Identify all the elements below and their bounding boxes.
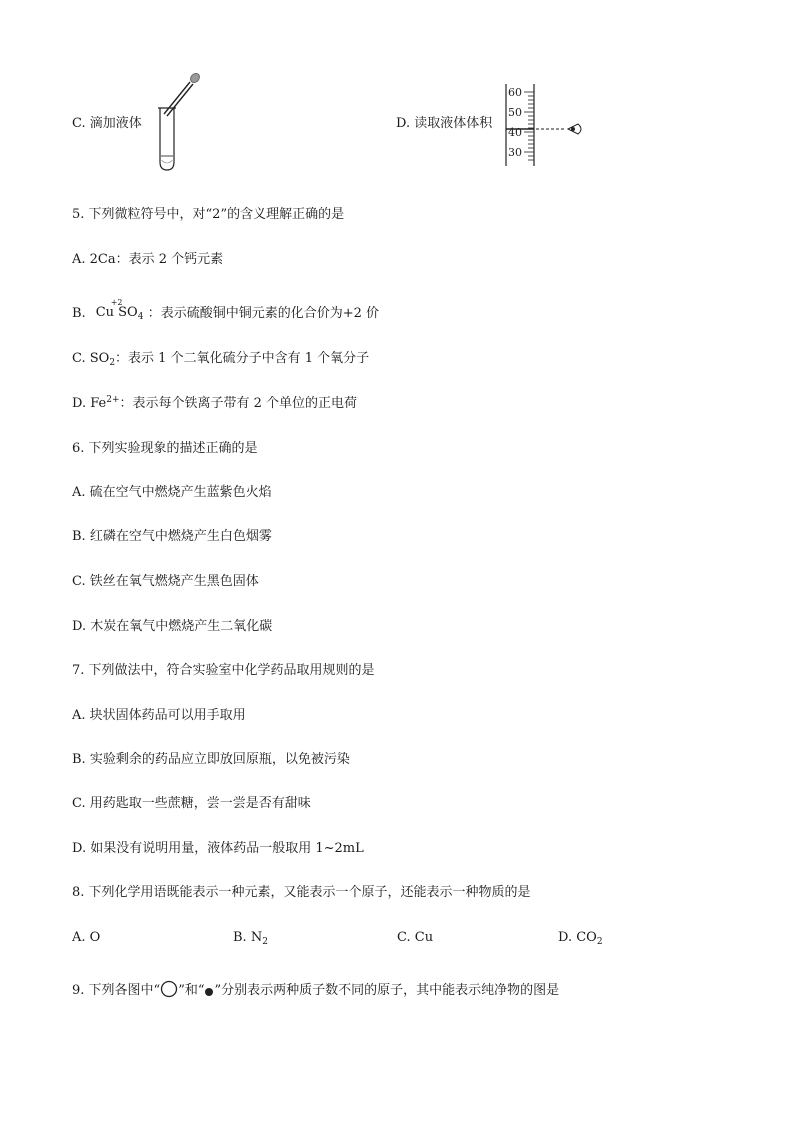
q8-option-b: B. $N_2$ xyxy=(233,930,268,947)
q8-option-a: A. O xyxy=(72,930,101,945)
q8-stem: 8. 下列化学用语既能表示一种元素，又能表示一个原子，还能表示一种物质的是 xyxy=(72,885,531,900)
q4-option-d-label: D. 读取液体体积 xyxy=(396,116,493,131)
cylinder-tick-40: 40 xyxy=(508,126,522,139)
q7-option-d: D. 如果没有说明用量，液体药品一般取用 1~2mL xyxy=(72,841,364,856)
q6-option-b: B. 红磷在空气中燃烧产生白色烟雾 xyxy=(72,529,272,544)
q7-option-b: B. 实验剩余的药品应立即放回原瓶，以免被污染 xyxy=(72,752,350,767)
solid-circle-atom-icon xyxy=(204,984,214,998)
q6-option-d: D. 木炭在氧气中燃烧产生二氧化碳 xyxy=(72,619,273,634)
cylinder-tick-50: 50 xyxy=(508,106,522,119)
q6-option-a: A. 硫在空气中燃烧产生蓝紫色火焰 xyxy=(72,485,272,500)
q5-option-b: B. +2 Cu $SO_4$ ：表示硫酸铜中铜元素的化合价为+2 价 xyxy=(72,298,379,322)
q5-stem: 5. 下列微粒符号中，对“2”的含义理解正确的是 xyxy=(72,207,345,222)
q8-option-d: D. $CO_2$ xyxy=(558,930,603,947)
cylinder-tick-30: 30 xyxy=(508,146,522,159)
q7-stem: 7. 下列做法中，符合实验室中化学药品取用规则的是 xyxy=(72,663,375,678)
graduated-cylinder-diagram xyxy=(500,82,590,168)
q6-option-c: C. 铁丝在氧气燃烧产生黑色固体 xyxy=(72,574,259,589)
cylinder-tick-60: 60 xyxy=(508,86,522,99)
dropper-test-tube-diagram xyxy=(150,70,210,174)
q9-stem: 9. 下列各图中“ ”和“ ”分别表示两种质子数不同的原子，其中能表示纯净物的图是 xyxy=(72,980,559,999)
q7-option-a: A. 块状固体药品可以用手取用 xyxy=(72,708,246,723)
q5-option-d: D. $Fe^{2+}$：表示每个铁离子带有 2 个单位的正电荷 xyxy=(72,395,358,411)
q4-option-c-label: C. 滴加液体 xyxy=(72,116,142,131)
q8-option-c: C. Cu xyxy=(397,930,434,945)
hollow-circle-atom-icon xyxy=(160,980,178,998)
valence-formula: +2 Cu $SO_4$ xyxy=(95,298,144,322)
q5-option-a: A. 2Ca：表示 2 个钙元素 xyxy=(72,252,224,267)
q6-stem: 6. 下列实验现象的描述正确的是 xyxy=(72,441,258,456)
q7-option-c: C. 用药匙取一些蔗糖，尝一尝是否有甜味 xyxy=(72,796,311,811)
q5-option-c: C. $SO_2$：表示 1 个二氧化硫分子中含有 1 个氧分子 xyxy=(72,351,370,368)
